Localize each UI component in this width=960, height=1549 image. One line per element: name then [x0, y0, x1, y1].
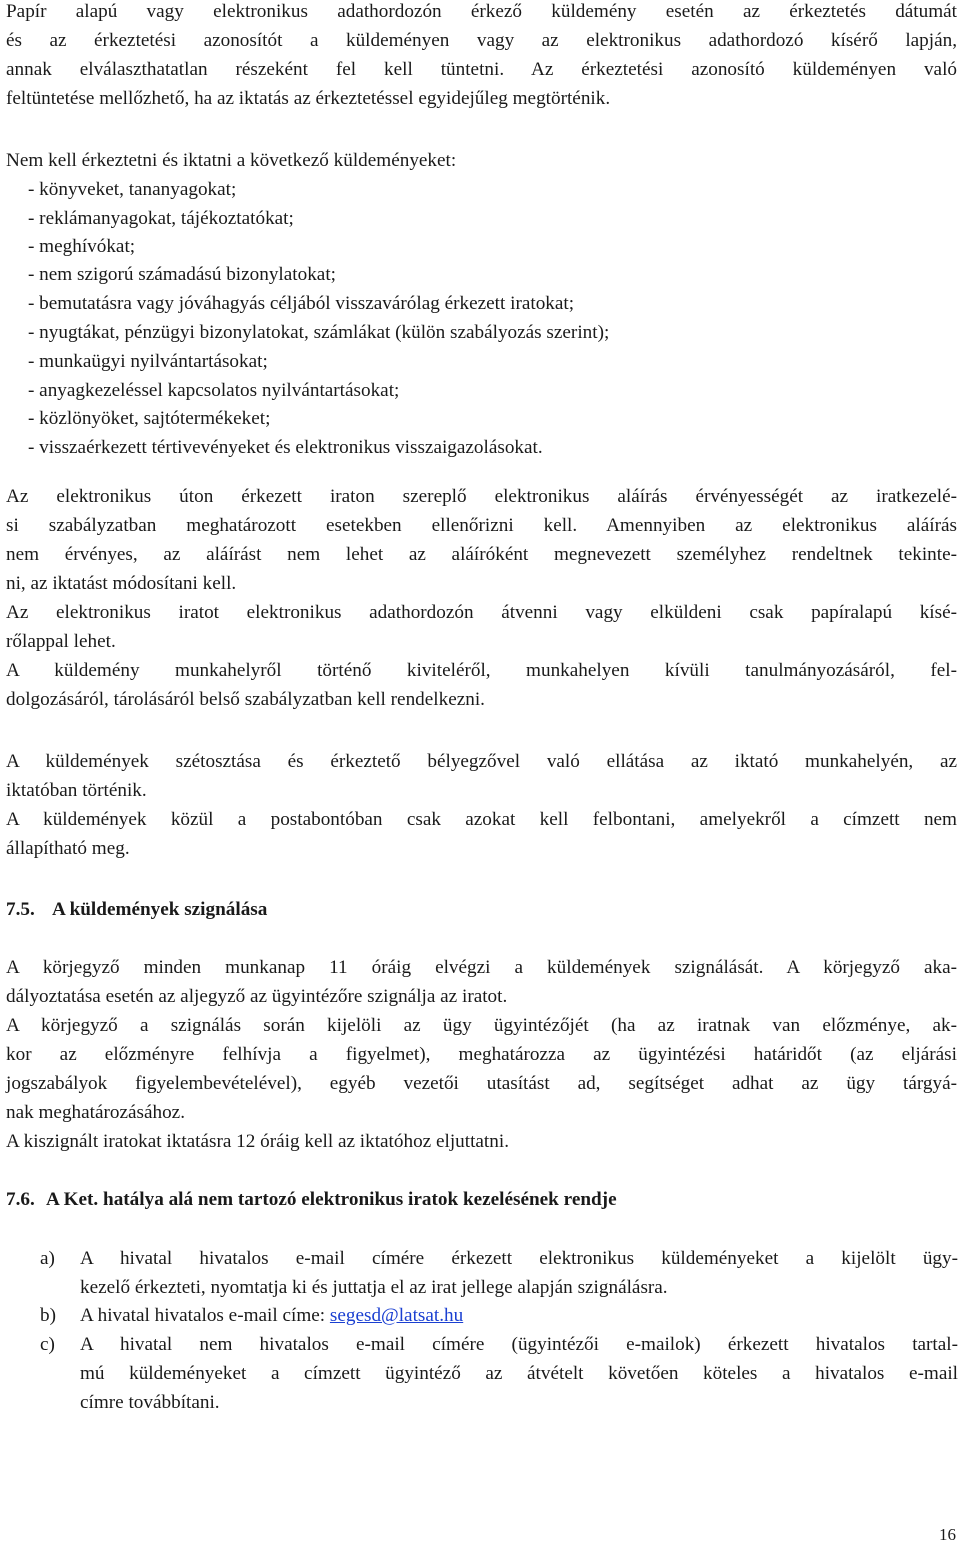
section-line: kor az előzményre felhívja a figyelmet), meghatározza az ügyintézési határidőt (az eljárási: [6, 1044, 957, 1065]
section-number: 7.5.: [6, 899, 35, 920]
electronic-line: Az elektronikus iratot elektronikus adathordozón átvenni vagy elküldeni csak papíralapú kísé-: [6, 602, 957, 623]
electronic-line: rőlappal lehet.: [6, 631, 116, 652]
distribution-line: iktatóban történik.: [6, 780, 147, 801]
exclusion-item: - anyagkezeléssel kapcsolatos nyilvántartásokat;: [28, 380, 400, 401]
enum-body: [80, 1301, 958, 1330]
intro-line: annak elválaszthatatlan részeként fel kell tüntetni. Az érkeztetési azonosító küldeményen való: [6, 59, 957, 80]
enum-label: c): [40, 1334, 55, 1355]
exclusion-item: - bemutatásra vagy jóváhagyás céljából visszavárólag érkezett iratokat;: [28, 293, 575, 314]
enum-line: kezelő érkezteti, nyomtatja ki és juttatja el az irat jellege alapján szignálásra.: [80, 1277, 668, 1298]
exclusion-item: - könyveket, tananyagokat;: [28, 179, 237, 200]
electronic-line: A küldemény munkahelyről történő kiviteléről, munkahelyen kívüli tanulmányozásáról, fel-: [6, 660, 957, 681]
exclusion-item: - nem szigorú számadású bizonylatokat;: [28, 264, 336, 285]
exclusion-item: - munkaügyi nyilvántartásokat;: [28, 351, 268, 372]
enum-label: a): [40, 1248, 55, 1269]
enum-label: b): [40, 1305, 56, 1326]
intro-line: feltüntetése mellőzhető, ha az iktatás az érkeztetéssel egyidejűleg megtörténik.: [6, 88, 611, 109]
enum-line: mú küldeményeket a címzett ügyintéző az átvételt követően köteles a hivatalos e-mail: [80, 1363, 958, 1384]
electronic-line: ni, az iktatást módosítani kell.: [6, 573, 237, 594]
enum-text: A hivatal hivatalos e-mail címe:: [80, 1305, 330, 1326]
exclusion-item: - reklámanyagokat, tájékoztatókat;: [28, 208, 294, 229]
enum-line: A hivatal nem hivatalos e-mail címére (ügyintézői e-mailok) érkezett hivatalos tartal-: [80, 1334, 958, 1355]
section-line: A körjegyző minden munkanap 11 óráig elvégzi a küldemények szignálását. A körjegyző aka-: [6, 957, 957, 978]
section-line: dályoztatása esetén az aljegyző az ügyintézőre szignálja az iratot.: [6, 986, 508, 1007]
enum-body: [80, 1244, 958, 1302]
exclusion-item: - közlönyöket, sajtótermékeket;: [28, 408, 271, 429]
electronic-line: si szabályzatban meghatározott esetekben ellenőrizni kell. Amennyiben az elektronikus aláírás: [6, 515, 957, 536]
section-heading-7-6: [6, 1185, 617, 1214]
exclusion-item: - visszaérkezett tértivevényeket és elektronikus visszaigazolásokat.: [28, 437, 543, 458]
exclusions-title: Nem kell érkeztetni és iktatni a következő küldeményeket:: [6, 150, 457, 171]
electronic-paragraph: [6, 482, 957, 714]
intro-line: és az érkeztetési azonosítót a küldeményen vagy az elektronikus adathordozó kísérő lapján,: [6, 30, 957, 51]
email-link[interactable]: segesd@latsat.hu: [329, 1305, 464, 1326]
intro-line: Papír alapú vagy elektronikus adathordozón érkező küldemény esetén az érkeztetés dátumát: [6, 1, 957, 22]
page-number: 16: [939, 1525, 956, 1544]
section-line: nak meghatározásához.: [6, 1102, 185, 1123]
section-title: A küldemények szignálása: [52, 899, 268, 920]
section-title: A Ket. hatálya alá nem tartozó elektronikus iratok kezelésének rendje: [46, 1189, 617, 1210]
section-line: A kiszignált iratokat iktatásra 12 óráig kell az iktatóhoz eljuttatni.: [6, 1131, 509, 1152]
section-line: jogszabályok figyelembevételével), egyéb vezetői utasítást ad, segítséget adhat az ügy tárgyá-: [6, 1073, 957, 1094]
distribution-line: A küldemények szétosztása és érkeztető bélyegzővel való ellátása az iktató munkahelyén, az: [6, 751, 957, 772]
distribution-line: állapítható meg.: [6, 838, 130, 859]
electronic-line: Az elektronikus úton érkezett iraton szereplő elektronikus aláírás érvényességét az iratkezelé-: [6, 486, 957, 507]
section-line: A körjegyző a szignálás során kijelöli az ügy ügyintézőjét (ha az iratnak van előzménye, ak-: [6, 1015, 957, 1036]
exclusion-item: - meghívókat;: [28, 236, 136, 257]
enum-line: A hivatal hivatalos e-mail címére érkezett elektronikus küldeményeket a kijelölt ügy-: [80, 1248, 958, 1269]
intro-paragraph: [6, 0, 957, 113]
enum-body: [80, 1330, 958, 1417]
distribution-line: A küldemények közül a postabontóban csak azokat kell felbontani, amelyekről a címzett nem: [6, 809, 957, 830]
section-7-5-body: [6, 953, 957, 1156]
section-heading-7-5: [6, 895, 267, 924]
electronic-line: nem érvényes, az aláírást nem lehet az aláíróként megnevezett személyhez rendeltnek tekinte-: [6, 544, 957, 565]
distribution-paragraph: [6, 747, 957, 863]
electronic-line: dolgozásáról, tárolásáról belső szabályzatban kell rendelkezni.: [6, 689, 485, 710]
section-number: 7.6.: [6, 1189, 35, 1210]
enum-line: címre továbbítani.: [80, 1392, 220, 1413]
exclusion-item: - nyugtákat, pénzügyi bizonylatokat, számlákat (külön szabályozás szerint);: [28, 322, 610, 343]
